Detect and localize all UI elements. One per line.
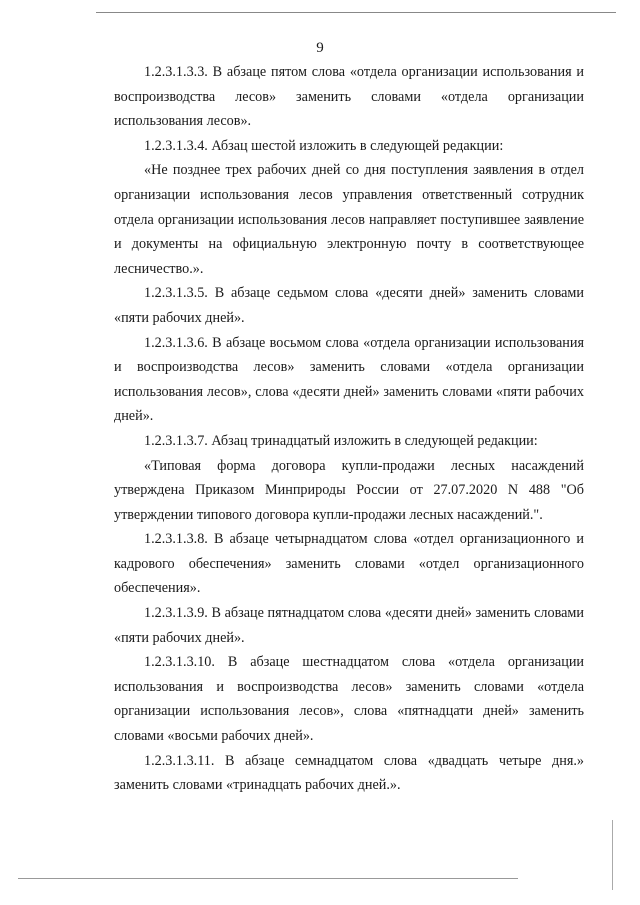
paragraph-1-2-3-1-3-9: 1.2.3.1.3.9. В абзаце пятнадцатом слова «десяти дней» заменить словами «пяти рабочих дней». bbox=[114, 605, 584, 646]
paragraph-1-2-3-1-3-3: 1.2.3.1.3.3. В абзаце пятом слова «отдела организации использования и воспроизводства лесов» заменить словами «отдела организации использования лесов». bbox=[114, 64, 584, 130]
quoted-text-paragraph-13: «Типовая форма договора купли-продажи лесных насаждений утверждена Приказом Минприроды России от 27.07.2020 N 488 "Об утверждении типового договора купли-продажи лесных насаждений.". bbox=[114, 457, 584, 523]
scan-edge-bottom bbox=[18, 878, 518, 879]
scan-edge-right bbox=[612, 820, 613, 890]
paragraph-1-2-3-1-3-5: 1.2.3.1.3.5. В абзаце седьмом слова «десяти дней» заменить словами «пяти рабочих дней». bbox=[114, 285, 584, 326]
paragraph-1-2-3-1-3-6: 1.2.3.1.3.6. В абзаце восьмом слова «отдела организации использования и воспроизводства лесов» заменить словами «отдела организации использования лесов», слова «десяти дней» заменить словами «пяти рабочих дней». bbox=[114, 334, 584, 425]
paragraph-1-2-3-1-3-10: 1.2.3.1.3.10. В абзаце шестнадцатом слова «отдела организации использования и воспроизводства лесов» заменить словами «отдела организации использования лесов», слова «пятнадцати дней» заменить словами «восьми рабочих дней». bbox=[114, 654, 584, 745]
paragraph-1-2-3-1-3-8: 1.2.3.1.3.8. В абзаце четырнадцатом слова «отдел организационного и кадрового обеспечения» заменить словами «отдел организационного обеспечения». bbox=[114, 531, 584, 597]
paragraph-1-2-3-1-3-7: 1.2.3.1.3.7. Абзац тринадцатый изложить в следующей редакции: bbox=[144, 432, 538, 449]
scan-edge-top bbox=[96, 12, 616, 13]
paragraph-1-2-3-1-3-4: 1.2.3.1.3.4. Абзац шестой изложить в следующей редакции: bbox=[144, 137, 504, 154]
quoted-text-paragraph-6: «Не позднее трех рабочих дней со дня поступления заявления в отдел организации использования лесов управления ответственный сотрудник отдела организации использования лесов направляет поступившее заявление и документы на официальную электронную почту в соответствующее лесничество.». bbox=[114, 162, 584, 277]
document-body bbox=[114, 60, 584, 798]
page-number: 9 bbox=[316, 40, 324, 56]
paragraph-1-2-3-1-3-11: 1.2.3.1.3.11. В абзаце семнадцатом слова «двадцать четыре дня.» заменить словами «тринадцать рабочих дней.». bbox=[114, 752, 584, 794]
